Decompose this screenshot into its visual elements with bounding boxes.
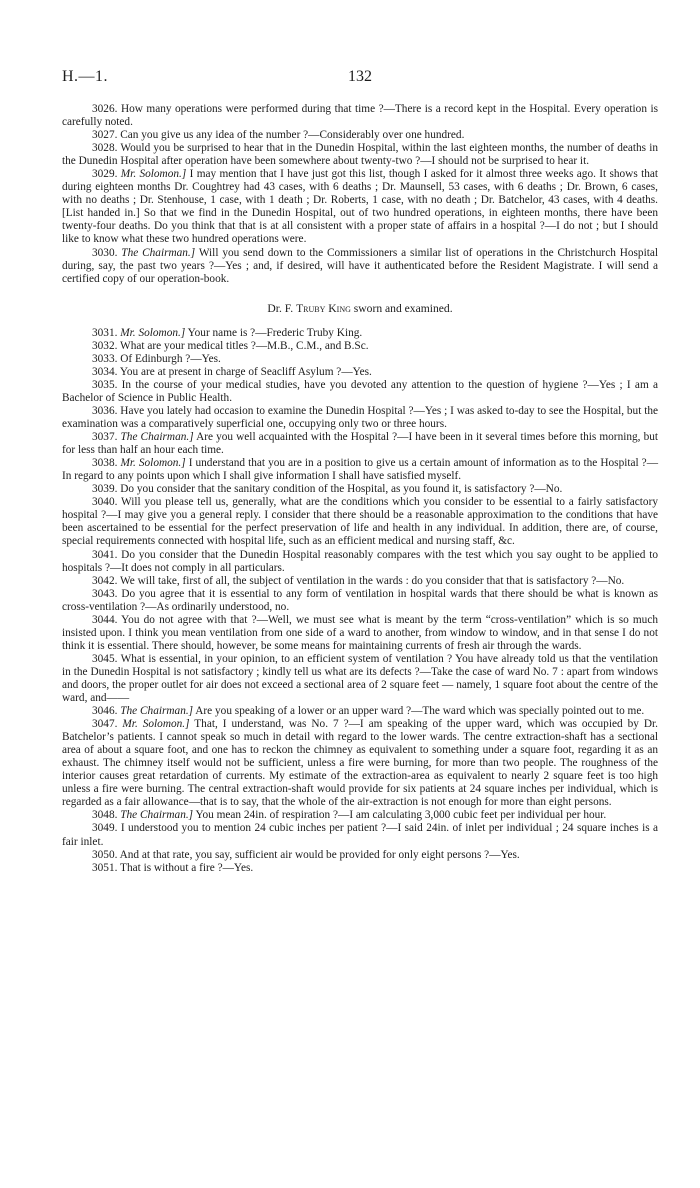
testimony-paragraph xyxy=(62,849,658,862)
testimony-text: I understood you to mention 24 cubic inches per patient ?—I said 24in. of inlet per individual ; 24 square inches is a fair inlet. xyxy=(62,822,658,848)
testimony-text: Of Edinburgh ?—Yes. xyxy=(120,352,221,365)
testimony-text: Can you give us any idea of the number ?—Considerably over one hundred. xyxy=(120,129,465,142)
question-number: 3041. xyxy=(92,548,118,561)
speaker-name: Mr. Solomon.] xyxy=(120,457,186,470)
witness-heading-suffix: sworn and examined. xyxy=(350,301,453,315)
speaker-name: The Chairman.] xyxy=(120,809,194,822)
testimony-paragraph xyxy=(62,431,658,457)
testimony-text: Are you well acquainted with the Hospital ?—I have been in it several times before this morning, but for less than half an hour each time. xyxy=(62,431,659,457)
question-number: 3044. xyxy=(92,613,118,626)
testimony-paragraph xyxy=(62,405,658,431)
question-number: 3026. xyxy=(92,103,118,115)
speaker-name: The Chairman.] xyxy=(120,431,194,444)
testimony-text: How many operations were performed during that time ?—There is a record kept in the Hospital. Every operation is carefully noted. xyxy=(62,103,659,129)
question-number: 3037. xyxy=(92,431,118,444)
page-number: 132 xyxy=(348,68,372,85)
testimony-paragraph xyxy=(62,327,658,340)
witness-heading xyxy=(62,302,658,315)
question-number: 3049. xyxy=(92,822,118,835)
testimony-text: That is without a fire ?—Yes. xyxy=(120,861,254,874)
document-body xyxy=(62,103,658,875)
question-number: 3031. xyxy=(92,326,118,339)
testimony-text: Will you please tell us, generally, what are the conditions which you consider to be essential to a fairly satisfactory hospital ?—I may give you a general reply. I consider that there should be a reasonable approximation to the conditions that have been ascertained to be essential for the perfect preservation of life and health in any individual. In addition, there are, of course, special requirements connected with hospital life, such as an efficient medical and nursing staff, &c. xyxy=(62,496,658,548)
speaker-name: The Chairman.] xyxy=(121,246,196,259)
question-number: 3039. xyxy=(92,483,118,496)
testimony-text: Do you consider that the sanitary condition of the Hospital, as you found it, is satisfactory ?—No. xyxy=(120,483,563,496)
testimony-text: I may mention that I have just got this list, though I asked for it almost three weeks ago. It shows that during eighteen months Dr. Coughtrey had 43 cases, with 6 deaths ; Dr. Maunsell, 53 cases, with 6 deaths ; Dr. Brown, 6 cases, with no deaths ; Dr. Stenhouse, 1 case, with 1 death ; Dr. Roberts, 1 case, with no death ; Dr. Batchelor, 43 cases, with 4 deaths. [List handed in.] So that we find in the Dunedin Hospital, out of two hundred operations, in eighteen months, there have been twenty-four deaths. Do you think that that is at all consistent with a proper state of affairs in a hospital ?—I do not ; but I should like to know what these two hundred operations were. xyxy=(62,168,659,246)
testimony-text: And at that rate, you say, sufficient air would be provided for only eight persons ?—Yes. xyxy=(119,848,520,861)
testimony-paragraph xyxy=(62,247,658,286)
testimony-paragraph xyxy=(62,103,658,129)
question-number: 3035. xyxy=(92,378,118,391)
testimony-paragraph xyxy=(62,575,658,588)
testimony-text: You mean 24in. of respiration ?—I am calculating 3,000 cubic feet per individual per hour. xyxy=(195,809,607,822)
question-number: 3048. xyxy=(92,809,118,822)
question-number: 3042. xyxy=(92,574,118,587)
testimony-paragraph xyxy=(62,705,658,718)
testimony-text: Will you send down to the Commissioners a similar list of operations in the Christchurch Hospital during, say, the past two years ?—Yes ; and, if desired, will have it authenticated before the Resident Magistrate. I will send a certified copy of our operation-book. xyxy=(62,246,659,285)
evidence-section-1 xyxy=(62,103,658,286)
testimony-paragraph xyxy=(62,340,658,353)
testimony-text: You are at present in charge of Seacliff Asylum ?—Yes. xyxy=(119,365,372,378)
testimony-text: Your name is ?—Frederic Truby King. xyxy=(187,326,363,339)
testimony-text: What is essential, in your opinion, to an efficient system of ventilation ? You have already told us that the ventilation in the Dunedin Hospital is not satisfactory ; kindly tell us what are its defects ?—Take the case of ward No. 7 : apart from windows and doors, the proper outlet for air does not exceed a sectional area of 2 square feet — namely, 1 square foot about the centre of the ward, and—— xyxy=(62,652,659,705)
testimony-text: That, I understand, was No. 7 ?—I am speaking of the upper ward, which was occupied by Dr. Batchelor’s patients. I cannot speak so much in detail with regard to the lower wards. The centre extraction-shaft has a sectional area of about a square foot, and one has to reckon the chimney as equivalent to something under a square foot, regarding it as an exhaust. The chimney itself would not be sufficient, unless a fire were burning, for more than two people. The roughness of the interior causes great retardation of currents. My estimate of the extraction-area as equivalent to nearly 2 square feet is too high unless a fire were burning. The central extraction-shaft would provide for six patients at 24 square inches per individual, which is regarded as a fair allowance—that is to say, that the whole of the air-extraction is not enough for more than eight persons. xyxy=(62,718,658,809)
testimony-paragraph xyxy=(62,809,658,822)
question-number: 3050. xyxy=(92,848,118,861)
testimony-paragraph xyxy=(62,129,658,142)
question-number: 3040. xyxy=(92,496,118,509)
testimony-paragraph xyxy=(62,614,658,653)
testimony-paragraph xyxy=(62,142,658,168)
witness-name: Truby King xyxy=(296,301,351,315)
testimony-text: Would you be surprised to hear that in the Dunedin Hospital, within the last eighteen months, the number of deaths in the Dunedin Hospital after operation have been somewhere about twenty-two ?—I should not be surprised to hear it. xyxy=(62,142,658,168)
testimony-text: What are your medical titles ?—M.B., C.M., and B.Sc. xyxy=(120,339,369,352)
question-number: 3027. xyxy=(92,129,118,142)
testimony-text: In the course of your medical studies, have you devoted any attention to the question of hygiene ?—Yes ; I am a Bachelor of Science in Public Health. xyxy=(62,378,658,404)
witness-heading-prefix: Dr. F. xyxy=(267,301,297,315)
testimony-paragraph xyxy=(62,483,658,496)
question-number: 3028. xyxy=(92,142,118,155)
question-number: 3032. xyxy=(92,339,118,352)
testimony-paragraph xyxy=(62,653,658,705)
speaker-name: The Chairman.] xyxy=(120,705,194,718)
question-number: 3029. xyxy=(92,168,118,181)
question-number: 3030. xyxy=(92,246,118,259)
testimony-text: Have you lately had occasion to examine the Dunedin Hospital ?—Yes ; I was asked to-day to see the Hospital, but the examination was a comparatively superficial one, occupying only two or three hours. xyxy=(62,404,658,431)
testimony-text: Do you agree that it is essential to any form of ventilation in hospital wards that there should be what is known as cross-ventilation ?—As ordinarily understood, no. xyxy=(62,587,658,613)
document-reference: H.—1. xyxy=(62,68,109,85)
question-number: 3045. xyxy=(92,652,118,665)
testimony-text: I understand that you are in a position to give us a certain amount of information as to the Hospital ?—In regard to any points upon which I shall give information I shall have satisfied myself. xyxy=(62,457,658,483)
testimony-paragraph xyxy=(62,588,658,614)
testimony-paragraph xyxy=(62,822,658,848)
running-header xyxy=(62,68,658,88)
question-number: 3043. xyxy=(92,587,118,600)
question-number: 3036. xyxy=(92,404,118,417)
question-number: 3034. xyxy=(92,365,118,378)
testimony-paragraph xyxy=(62,379,658,405)
testimony-text: We will take, first of all, the subject of ventilation in the wards : do you consider that that is satisfactory ?—No. xyxy=(120,574,625,587)
speaker-name: Mr. Solomon.] xyxy=(120,168,187,181)
testimony-paragraph xyxy=(62,496,658,548)
speaker-name: Mr. Solomon.] xyxy=(122,718,190,731)
question-number: 3046. xyxy=(92,705,118,718)
question-number: 3038. xyxy=(92,457,118,470)
testimony-text: Are you speaking of a lower or an upper ward ?—The ward which was specially pointed out to me. xyxy=(195,705,645,718)
testimony-text: Do you consider that the Dunedin Hospital reasonably compares with the test which you say ought to be applied to hospitals ?—It does not comply in all particulars. xyxy=(62,548,658,574)
testimony-paragraph xyxy=(62,168,658,246)
question-number: 3047. xyxy=(92,718,118,731)
speaker-name: Mr. Solomon.] xyxy=(120,326,186,339)
testimony-paragraph xyxy=(62,366,658,379)
evidence-section-2 xyxy=(62,327,658,875)
question-number: 3033. xyxy=(92,352,118,365)
testimony-paragraph xyxy=(62,457,658,483)
testimony-paragraph xyxy=(62,718,658,809)
testimony-paragraph xyxy=(62,353,658,366)
testimony-paragraph xyxy=(62,549,658,575)
testimony-paragraph xyxy=(62,862,658,875)
testimony-text: You do not agree with that ?—Well, we must see what is meant by the term “cross-ventilation” which is so much insisted upon. I think you mean ventilation from one side of a ward to another, from window to window, and in that sense I do not think it is essential. There should, however, be some means for maintaining currents of fresh air through the wards. xyxy=(62,613,658,652)
question-number: 3051. xyxy=(92,861,118,874)
